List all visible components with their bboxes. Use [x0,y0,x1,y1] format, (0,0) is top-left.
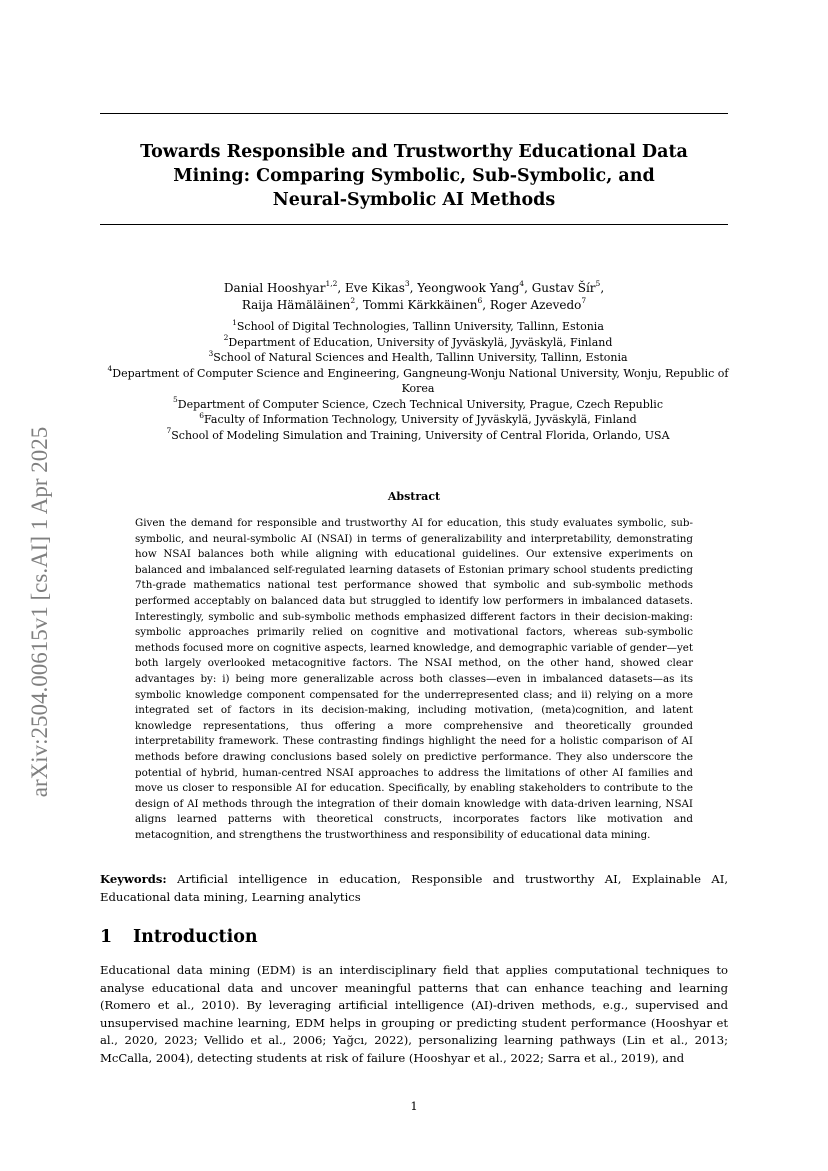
keywords-label: Keywords: [100,872,167,886]
affiliation-mark: 1 [232,317,237,327]
section-number: 1 [100,927,113,947]
affiliation-mark: 4 [107,364,113,374]
author-affiliation-mark: 2 [350,296,356,306]
author-name: Danial Hooshyar [223,281,326,295]
author-name: Eve Kikas [345,281,405,295]
paper-title [100,140,728,212]
affiliation-list [96,319,740,443]
author-name: Roger Azevedo [489,298,582,312]
author-line: Raija Hämäläinen$^2$, Tommi Kärkkäinen$^6$, Roger Azevedo$^7$ [241,296,587,312]
affiliation-text: Department of Computer Science, Czech Technical University, Prague, Czech Republic [177,397,663,411]
affiliation-item [96,335,740,351]
author-affiliation-mark: 5 [595,279,601,289]
arxiv-identifier: arXiv:2504.00615v1 [cs.AI] 1 Apr 2025 [27,426,52,798]
author-name: Raija Hämäläinen [241,298,351,312]
abstract-text: Given the demand for responsible and trustworthy AI for education, this study evaluates symbolic, sub-symbolic, and neural-symbolic AI (NSAI) in terms of generalizability and interpretability, demonstrating how NSAI balances both while aligning with educational guidelines. Our extensive experiments on balanced and imbalanced self-regulated learning datasets of Estonian primary school students predicting 7th-grade mathematics national test performance showed that symbolic and sub-symbolic methods performed acceptably on balanced data but struggled to identify low performers in imbalanced datasets. Interestingly, symbolic and sub-symbolic methods emphasized different factors in their decision-making: symbolic approaches primarily relied on cognitive and motivational factors, whereas sub-symbolic methods focused more on cognitive aspects, learned knowledge, and demographic variable of gender—yet both largely overlooked metacognitive factors. The NSAI method, on the other hand, showed clear advantages by: i) being more generalizable across both classes—even in imbalanced datasets—as its symbolic knowledge component compensated for the underrepresented class; and ii) relying on a more integrated set of factors in its decision-making, including motivation, (meta)cognition, and latent knowledge representations, thus offering a more comprehensive and theoretically grounded interpretability framework. These contrasting findings highlight the need for a holistic comparison of AI methods before drawing conclusions based solely on predictive performance. They also underscore the potential of hybrid, human-centred NSAI approaches to address the limitations of other AI families and move us closer to responsible AI for education. Specifically, by enabling stakeholders to contribute to the design of AI methods through the integration of their domain knowledge with data-driven learning, NSAI aligns learned patterns with theoretical constructs, incorporates factors like motivation and metacognition, and strengthens the trustworthiness and responsibility of educational data mining. [135,517,693,841]
affiliation-item [96,366,740,397]
abstract-heading: Abstract [387,490,441,503]
section-heading [100,927,728,947]
affiliation-item [96,412,740,428]
author-line: Danial Hooshyar$^{1,2}$, Eve Kikas$^3$, Yeongwook Yang$^4$, Gustav Šír$^5$, [223,279,605,295]
author-list [100,280,728,314]
affiliation-item [96,397,740,413]
title-line: Neural-Symbolic AI Methods [272,190,556,210]
affiliation-text: School of Digital Technologies, Tallinn University, Tallinn, Estonia [236,320,604,333]
author-affiliation-mark: 6 [477,296,483,306]
affiliation-text: Faculty of Information Technology, University of Jyväskylä, Jyväskylä, Finland [204,413,637,426]
author-name: Yeongwook Yang [417,281,520,295]
author-affiliation-mark: 3 [404,279,410,289]
author-affiliation-mark: 1,2 [325,279,338,289]
author-affiliation-mark: 4 [519,279,525,289]
affiliation-text: School of Natural Sciences and Health, Tallinn University, Tallinn, Estonia [213,351,628,364]
intro-paragraph: Educational data mining (EDM) is an interdisciplinary field that applies computational techniques to analyse educational data and uncover meaningful patterns that can enhance teaching and learning (Romero et al., 2010). By leveraging artificial intelligence (AI)-driven methods, e.g., supervised and unsupervised machine learning, EDM helps in grouping or predicting student performance (Hooshyar et al., 2020, 2023; Vellido et al., 2006; Yağcı, 2022), personalizing learning pathways (Lin et al., 2013; McCalla, 2004), detecting students at risk of failure (Hooshyar et al., 2022; Sarra et al., 2019), and [100,963,728,1065]
author-name: Tommi Kärkkäinen [362,298,478,312]
author-affiliation-mark: 7 [581,296,587,306]
affiliation-text: Department of Education, University of Jyväskylä, Jyväskylä, Finland [228,335,613,349]
section-title: Introduction [133,927,258,947]
page-number: 1 [410,1099,418,1113]
title-line: Towards Responsible and Trustworthy Educational Data [140,142,688,162]
top-rule [100,113,728,114]
affiliation-text: School of Modeling Simulation and Training, University of Central Florida, Orlando, USA [171,428,670,442]
affiliation-mark: 5 [173,395,178,405]
affiliation-item [96,350,740,366]
keywords-text: Artificial intelligence in education, Responsible and trustworthy AI, Explainable AI, Educational data mining, Learning analytics [100,872,728,904]
affiliation-item [96,319,740,335]
title-bottom-rule [100,224,728,225]
affiliation-mark: 3 [208,348,214,358]
affiliation-mark: 6 [199,410,205,420]
affiliation-mark: 7 [166,426,172,436]
affiliation-mark: 2 [223,333,229,343]
affiliation-item [96,428,740,444]
keywords [100,870,728,906]
author-name: Gustav Šír [531,281,596,295]
affiliation-text: Department of Computer Science and Engineering, Gangneung-Wonju National University, Wonju, Republic of Korea [112,366,729,395]
title-line: Mining: Comparing Symbolic, Sub-Symbolic, and [173,166,655,186]
